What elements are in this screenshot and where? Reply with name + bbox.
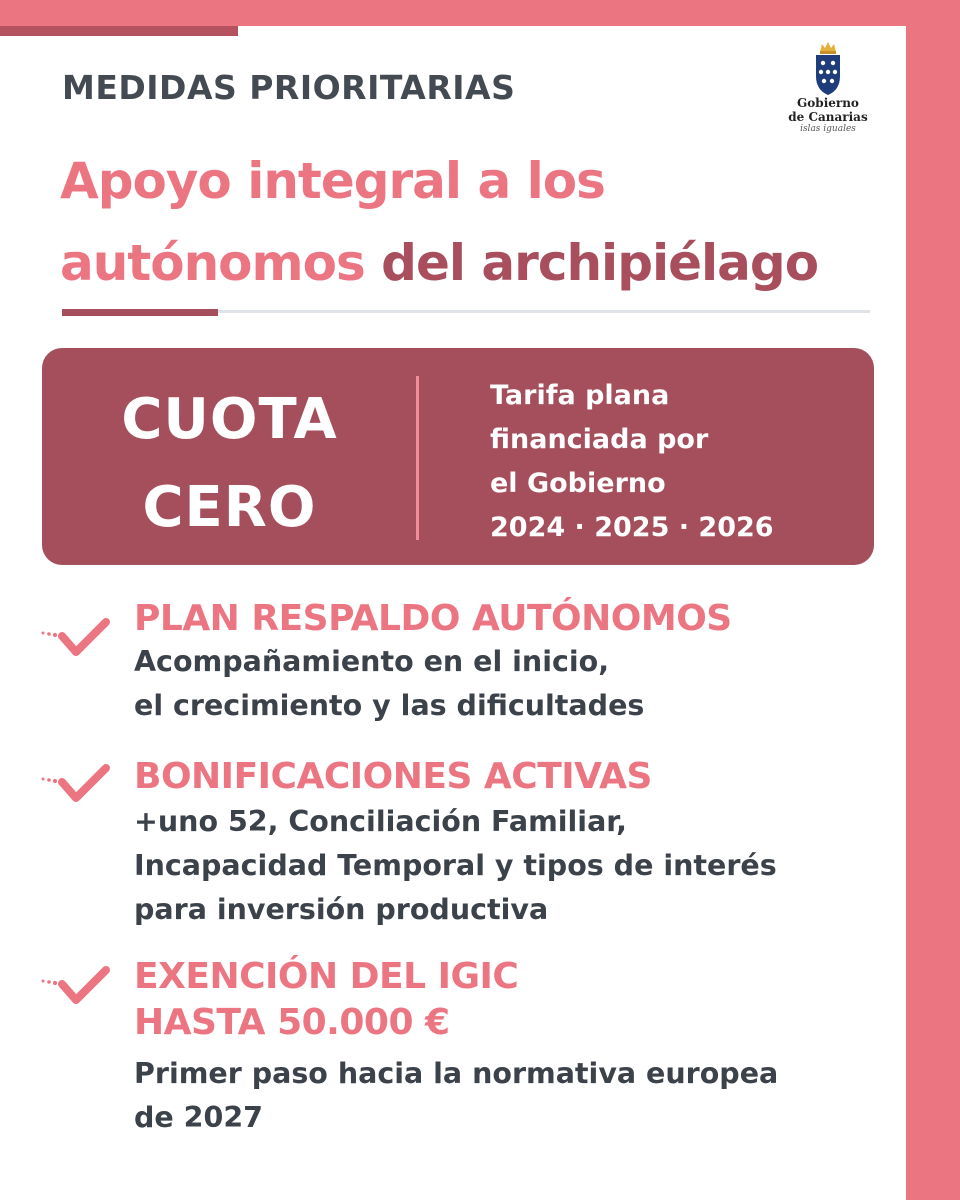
panel-description [490, 374, 860, 550]
item-description [134, 800, 777, 932]
section-kicker: MEDIDAS PRIORITARIAS [62, 68, 516, 107]
item-description [134, 1052, 778, 1140]
item-desc-line: Incapacidad Temporal y tipos de interés [134, 849, 777, 882]
cuota-cero-panel [42, 348, 874, 565]
panel-desc-line: financiada por [490, 424, 709, 455]
item-title-line: EXENCIÓN DEL IGIC [134, 956, 519, 997]
item-description [134, 640, 644, 728]
item-title-line: BONIFICACIONES ACTIVAS [134, 756, 652, 797]
item-desc-line: Primer paso hacia la normativa europea [134, 1057, 779, 1090]
panel-desc-line: Tarifa plana [490, 380, 670, 411]
gobierno-canarias-logo [786, 42, 870, 142]
logo-text-line1: Gobierno [797, 96, 859, 110]
logo-tagline: islas iguales [800, 124, 856, 134]
panel-heading [42, 376, 417, 552]
headline [60, 140, 880, 304]
item-title [134, 954, 518, 1046]
panel-heading-line1: CUOTA [121, 387, 338, 452]
panel-desc-line: el Gobierno [490, 468, 666, 499]
item-desc-line: para inversión productiva [134, 893, 549, 926]
headline-line2-pink: autónomos [60, 234, 365, 292]
item-title-line: HASTA 50.000 € [134, 1002, 450, 1043]
item-title-line: PLAN RESPALDO AUTÓNOMOS [134, 598, 732, 639]
item-desc-line: de 2027 [134, 1101, 263, 1134]
headline-line1: Apoyo integral a los [60, 152, 605, 210]
panel-heading-line2: CERO [142, 475, 317, 540]
checkmark-icon [40, 764, 112, 806]
item-title [134, 596, 732, 642]
headline-line2-dark: del archipiélago [381, 234, 819, 292]
top-accent-bar [0, 26, 238, 36]
divider-accent [62, 309, 218, 316]
panel-divider [416, 376, 419, 540]
item-desc-line: Acompañamiento en el inicio, [134, 645, 610, 678]
logo-text-line2: de Canarias [788, 110, 868, 124]
checkmark-icon [40, 966, 112, 1008]
coat-of-arms-icon [812, 42, 844, 96]
item-desc-line: +uno 52, Conciliación Familiar, [134, 805, 628, 838]
panel-years: 2024 · 2025 · 2026 [490, 512, 774, 543]
item-desc-line: el crecimiento y las dificultades [134, 689, 645, 722]
checkmark-icon [40, 618, 112, 660]
item-title [134, 754, 652, 800]
